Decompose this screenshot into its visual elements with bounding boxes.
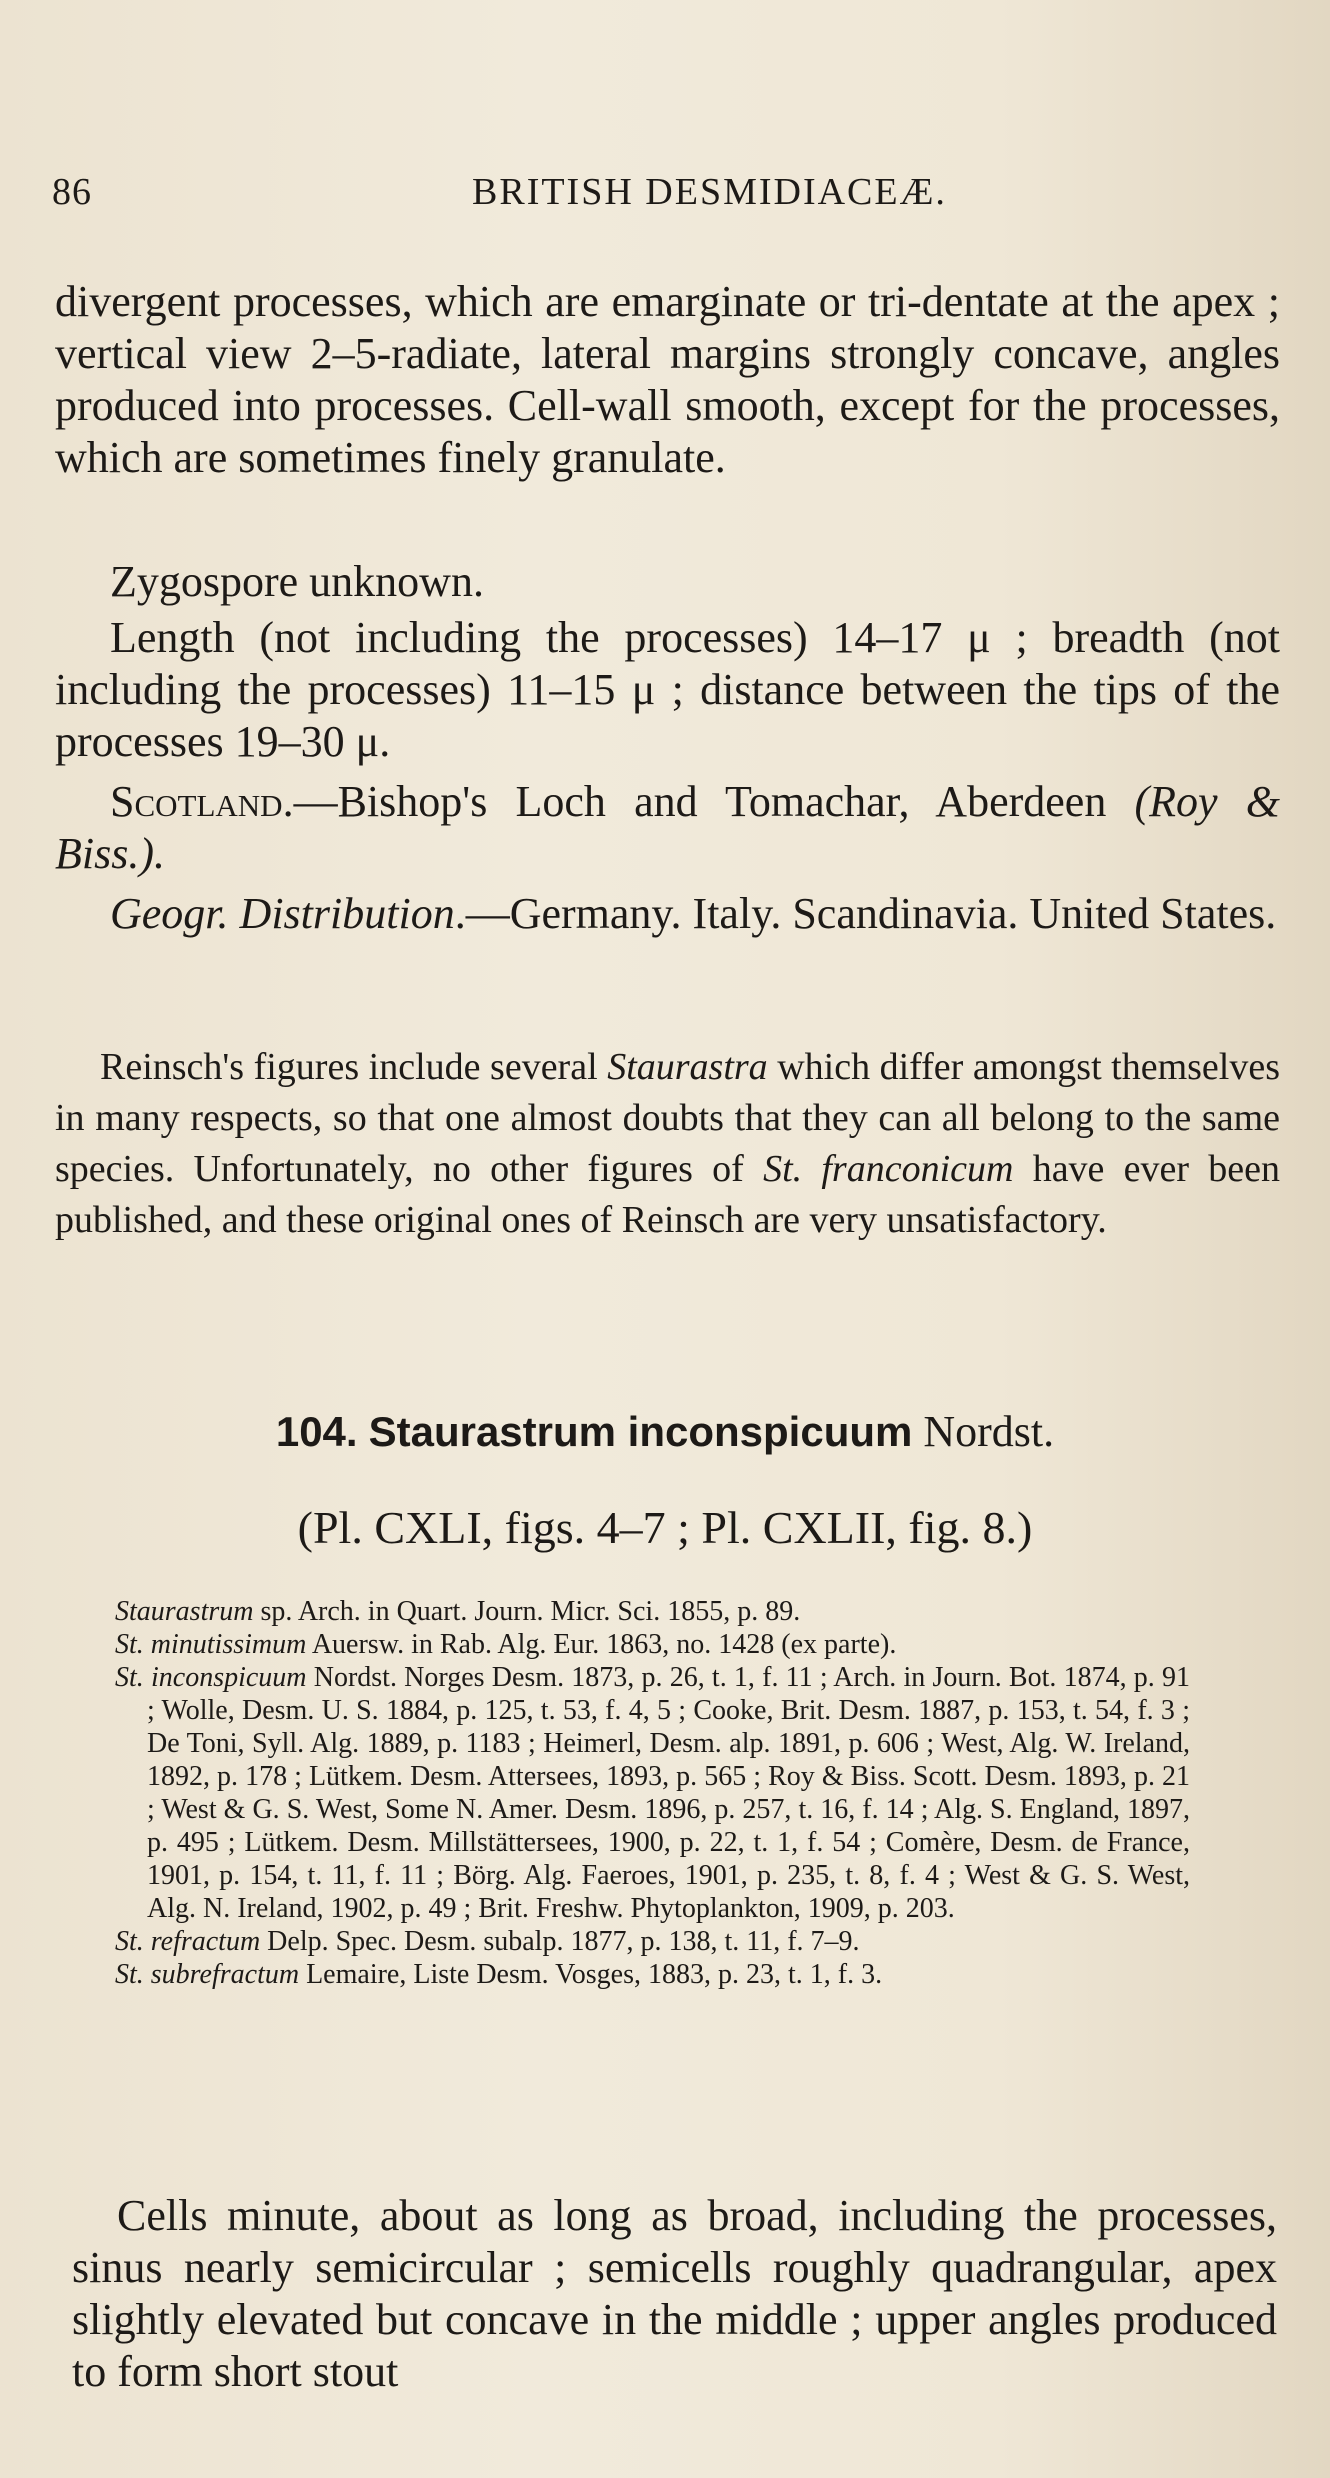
running-head: [52, 170, 1282, 218]
synonym-entry: [115, 1628, 1190, 1661]
zygospore-note: Zygospore unknown.: [110, 557, 484, 606]
note-text-2: which differ amongst themselves in many respects, so that one almost doubts that they can all belong to the same species. Unfortunately, no other figures of: [55, 1046, 1281, 1190]
note-species: St. franconicum: [763, 1148, 1014, 1190]
synonym-citation: Delp. Spec. Desm. subalp. 1877, p. 138, t. 11, f. 7–9.: [260, 1926, 860, 1957]
cell-description: Cells minute, about as long as broad, including the processes, sinus nearly semicircular ; semicells roughly quadrangular, apex slightly elevated but concave in the middle ; upper angles produced to form short stout: [72, 2191, 1277, 2396]
synonym-taxon: St. inconspicuum: [115, 1662, 307, 1693]
synonymy-list: [115, 1595, 1190, 1991]
plate-references: (Pl. CXLI, figs. 4–7 ; Pl. CXLII, fig. 8.): [297, 1502, 1033, 1553]
synonym-taxon: St. subrefractum: [115, 1959, 300, 1990]
synonym-citation: Nordst. Norges Desm. 1873, p. 26, t. 1, f. 11 ; Arch. in Journ. Bot. 1874, p. 91 ; Wolle, Desm. U. S. 1884, p. 125, t. 53, f. 4, 5 ; Cooke, Brit. Desm. 1887, p. 153, t. 54, f. 3 ; De Toni, Syll. Alg. 1889, p. 1183 ; Heimerl, Desm. alp. 1891, p. 606 ; West, Alg. W. Ireland, 1892, p. 178 ; Lütkem. Desm. Attersees, 1893, p. 565 ; Roy & Biss. Scott. Desm. 1893, p. 21 ; West & G. S. West, Some N. Amer. Desm. 1896, p. 257, t. 16, f. 14 ; Alg. S. England, 1897, p. 495 ; Lütkem. Desm. Millstättersees, 1900, p. 22, t. 1, f. 54 ; Comère, Desm. de France, 1901, p. 154, t. 11, f. 11 ; Börg. Alg. Faeroes, 1901, p. 235, t. 8, f. 4 ; West & G. S. West, Alg. N. Ireland, 1902, p. 49 ; Brit. Freshw. Phytoplankton, 1909, p. 203.: [147, 1662, 1190, 1924]
species-name: Staurastrum inconspicuum: [368, 1408, 913, 1455]
scotland-locality: [55, 776, 1280, 880]
synonym-taxon: Staurastrum: [115, 1596, 254, 1627]
scotland-authority: (Roy & Biss.).: [55, 777, 1281, 878]
species-author: Nordst.: [923, 1407, 1055, 1456]
synonym-taxon: St. refractum: [115, 1926, 261, 1957]
scotland-label: Scotland: [110, 777, 283, 826]
synonym-taxon: St. minutissimum: [115, 1629, 307, 1660]
synonym-citation: Lemaire, Liste Desm. Vosges, 1883, p. 23, t. 1, f. 3.: [299, 1959, 883, 1990]
description-paragraph: divergent processes, which are emarginate or tri-dentate at the apex ; vertical view 2–5-radiate, lateral margins strongly concave, angles produced into processes. Cell-wall smooth, except for the processes, which are sometimes finely granulate.: [55, 277, 1280, 482]
note-text-3: have ever been published, and these original ones of Reinsch are very unsatisfactory.: [55, 1148, 1281, 1241]
note-genus: Staurastra: [607, 1046, 768, 1088]
synonym-entry: [115, 1958, 1190, 1991]
synonym-entry: [115, 1595, 1190, 1628]
synonym-entry: [115, 1661, 1190, 1925]
running-title: BRITISH DESMIDIACEÆ.: [472, 171, 947, 213]
page-number: 86: [52, 171, 92, 213]
reinsch-note: [55, 1042, 1280, 1246]
synonym-entry: [115, 1925, 1190, 1958]
synonym-citation: Auersw. in Rab. Alg. Eur. 1863, no. 1428 (ex parte).: [306, 1629, 897, 1660]
scotland-text: .—Bishop's Loch and Tomachar, Aberdeen: [282, 777, 1107, 826]
distribution-text: .—Germany. Italy. Scandinavia. United States.: [454, 889, 1277, 938]
species-heading: [0, 1404, 1330, 1460]
species-number: 104.: [275, 1408, 358, 1455]
distribution-label: Geogr. Distribution: [110, 889, 455, 938]
synonym-citation: sp. Arch. in Quart. Journ. Micr. Sci. 1855, p. 89.: [253, 1596, 801, 1627]
note-text-1: Reinsch's figures include several: [100, 1046, 598, 1088]
measurements-paragraph: Length (not including the processes) 14–17 μ ; breadth (not including the processes) 11–15 μ ; distance between the tips of the processes 19–30 μ.: [55, 613, 1280, 766]
geographic-distribution: [55, 888, 1280, 940]
